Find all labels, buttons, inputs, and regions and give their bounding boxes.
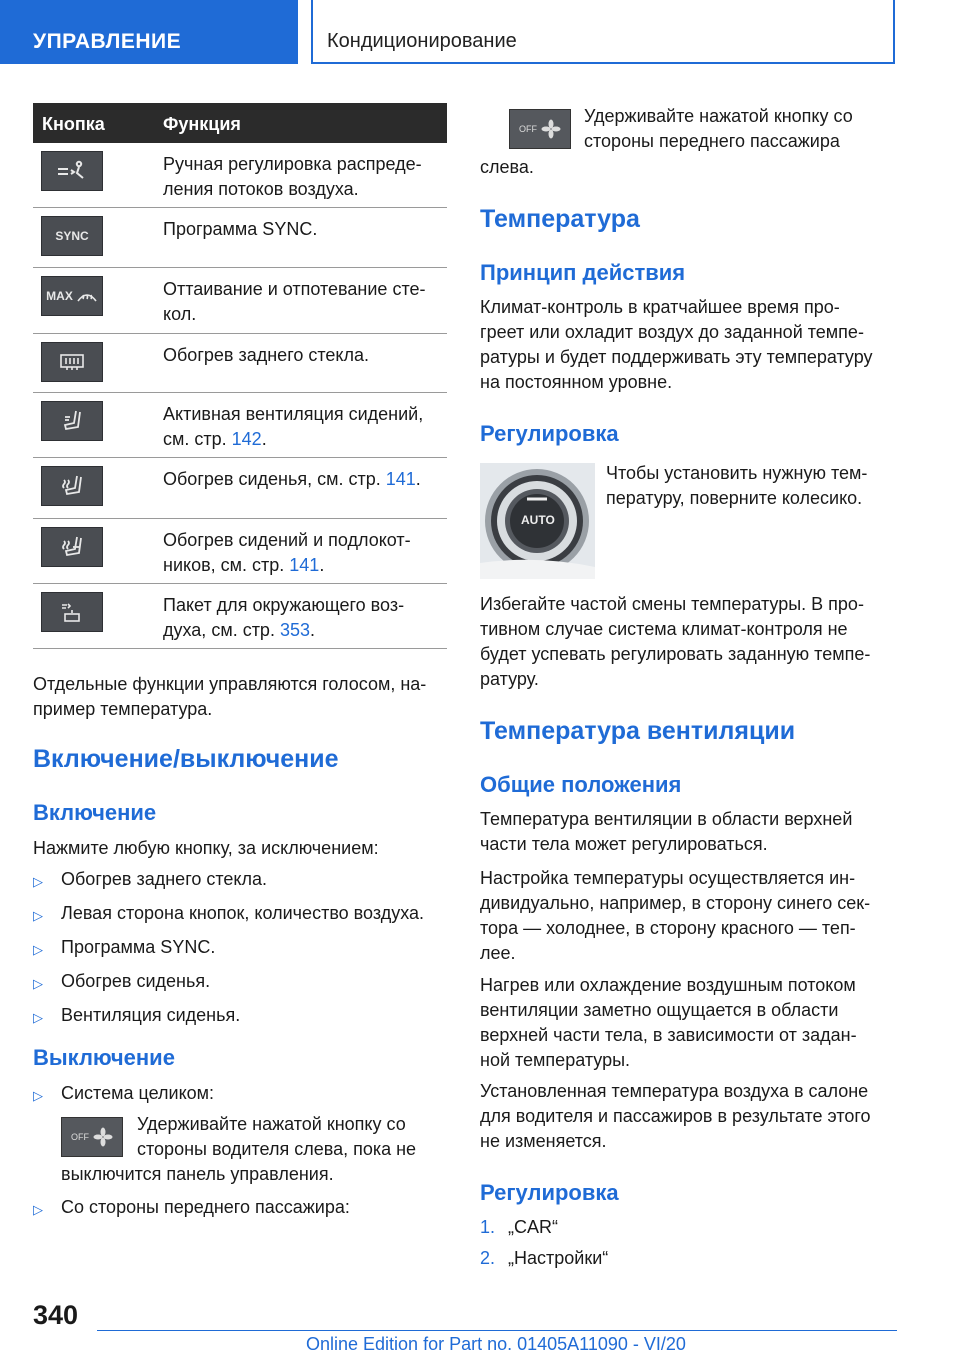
off-hold-text: стороны водителя слева, пока не: [137, 1139, 417, 1159]
on-intro: Нажмите любую кнопку, за исключением:: [33, 838, 379, 858]
list-item: ▷ Программа SYNC.: [33, 935, 453, 969]
col-function-header: Функция: [163, 114, 241, 134]
pass-hold-text: слева.: [480, 157, 534, 177]
triangle-bullet-icon: ▷: [33, 976, 43, 991]
on-list: [33, 867, 453, 1037]
knob-auto-label: AUTO: [521, 513, 555, 527]
heading-temperature: Температура: [480, 205, 640, 233]
heading-on: Включение: [33, 800, 157, 825]
chapter-title: Кондиционирование: [327, 30, 517, 52]
row-text: Программа SYNC.: [163, 219, 318, 239]
triangle-bullet-icon: ▷: [33, 874, 43, 889]
pass-hold-text: стороны переднего пассажира: [584, 131, 840, 151]
list-item: ▷ Со стороны переднего пассажира:: [33, 1195, 453, 1225]
heading-off: Выключение: [33, 1045, 175, 1070]
triangle-bullet-icon: ▷: [33, 908, 43, 923]
row-text: Обогрев заднего стекла.: [163, 345, 370, 365]
step-item: [480, 1246, 900, 1276]
ambient-air-icon: [41, 592, 103, 632]
step-text: „Настройки“: [508, 1248, 609, 1268]
row-text: Пакет для окружающего воз-: [163, 595, 405, 615]
table-row: [33, 143, 447, 208]
max-defrost-icon: MAX: [41, 276, 103, 316]
table-row: [33, 208, 447, 268]
heading-on-off: Включение/выключение: [33, 745, 339, 773]
step-number: 1.: [480, 1217, 496, 1237]
heading-adjust: Регулировка: [480, 421, 619, 446]
off-hold-text: Удерживайте нажатой кнопку со: [137, 1114, 406, 1134]
off-hold-text: выключится панель управления.: [61, 1164, 334, 1184]
list-item: ▷ Система целиком:: [33, 1081, 453, 1111]
col-button-header: Кнопка: [42, 114, 105, 134]
heading-vent-temperature: Температура вентиляции: [480, 717, 796, 745]
edition-footer: Online Edition for Part no. 01405A11090 - VI/20: [306, 1334, 686, 1354]
page-link[interactable]: 142: [231, 429, 262, 449]
triangle-bullet-icon: ▷: [33, 942, 43, 957]
table-row: Пакет для окружающего воз- духа, см. стр. 353.: [33, 584, 447, 649]
section-title: УПРАВЛЕНИЕ: [33, 30, 182, 53]
rear-defrost-icon: [41, 342, 103, 382]
step-number: 2.: [480, 1248, 496, 1268]
seat-armrest-heating-icon: [41, 527, 103, 567]
table-row: [33, 268, 447, 334]
chapter-header: [311, 0, 895, 64]
table-header: [33, 103, 447, 143]
general-text-2: Настройка температуры осуществляется ин- дивидуально, например, в сторону синего сек- тора — холоднее, в сторону красного — теп- лее.: [480, 868, 871, 963]
row-text: Активная вентиляция сидений,: [163, 404, 424, 424]
list-item: ▷ Обогрев заднего стекла.: [33, 867, 453, 901]
table-row: Активная вентиляция сидений, см. стр. 142.: [33, 393, 447, 458]
list-item: ▷ Обогрев сиденья.: [33, 969, 453, 1003]
row-text: кол.: [163, 304, 197, 324]
page-number: 340: [33, 1300, 79, 1330]
avoid-text: Избегайте частой смены температуры. В про- тивном случае система климат-контроля не будет успевать регулировать заданную темпе- ратуру.: [480, 594, 871, 689]
fan-off-button-icon: OFF: [509, 109, 571, 149]
step-text: „CAR“: [508, 1217, 558, 1237]
principle-text: Климат-контроль в кратчайшее время про- греет или охладит воздух до заданной темпе- ратуры и будет поддерживать эту температуру на постоянном уровне.: [480, 297, 873, 392]
heading-general: Общие положения: [480, 772, 682, 797]
adjust-text: Чтобы установить нужную тем- пературу, поверните колесико.: [606, 463, 868, 508]
triangle-bullet-icon: ▷: [33, 1088, 43, 1103]
row-text: Обогрев сидений и подлокот-: [163, 530, 411, 550]
page-link[interactable]: 141: [289, 555, 320, 575]
general-text-4: Установленная температура воздуха в салоне для водителя и пассажиров в результате этого не изменяется.: [480, 1081, 871, 1151]
row-text: Ручная регулировка распреде-: [163, 154, 422, 174]
pass-hold-text: Удерживайте нажатой кнопку со: [584, 106, 853, 126]
airflow-distribution-icon: [41, 151, 103, 191]
page-link[interactable]: 141: [385, 469, 416, 489]
table-row: [33, 334, 447, 393]
table-row: Обогрев сиденья, см. стр. 141.: [33, 458, 447, 519]
footer-divider: [97, 1330, 897, 1331]
step-item: [480, 1215, 900, 1245]
page-link[interactable]: 353: [279, 620, 310, 640]
fan-off-button-icon: OFF: [61, 1117, 123, 1157]
triangle-bullet-icon: ▷: [33, 1202, 43, 1217]
voice-note: Отдельные функции управляются голосом, на- пример температура.: [33, 674, 427, 719]
seat-heating-icon: [41, 466, 103, 506]
button-function-table: [33, 103, 447, 649]
table-row: Обогрев сидений и подлокот- ников, см. стр. 141.: [33, 519, 447, 584]
triangle-bullet-icon: ▷: [33, 1010, 43, 1025]
general-text-3: Нагрев или охлаждение воздушным потоком вентиляции заметно ощущается в области верхней части тела, в зависимости от задан- ной температуры.: [480, 975, 857, 1070]
heading-principle: Принцип действия: [480, 260, 686, 285]
heading-adjust-2: Регулировка: [480, 1180, 619, 1205]
seat-ventilation-icon: [41, 401, 103, 441]
section-tab: [0, 0, 298, 64]
general-text-1: Температура вентиляции в области верхней части тела может регулироваться.: [480, 809, 853, 854]
row-text: Оттаивание и отпотевание сте-: [163, 279, 426, 299]
row-text: ления потоков воздуха.: [163, 179, 359, 199]
list-item: ▷ Вентиляция сиденья.: [33, 1003, 453, 1037]
list-item: ▷ Левая сторона кнопок, количество воздуха.: [33, 901, 453, 935]
temperature-knob-image: [480, 463, 595, 579]
sync-icon: SYNC: [41, 216, 103, 256]
